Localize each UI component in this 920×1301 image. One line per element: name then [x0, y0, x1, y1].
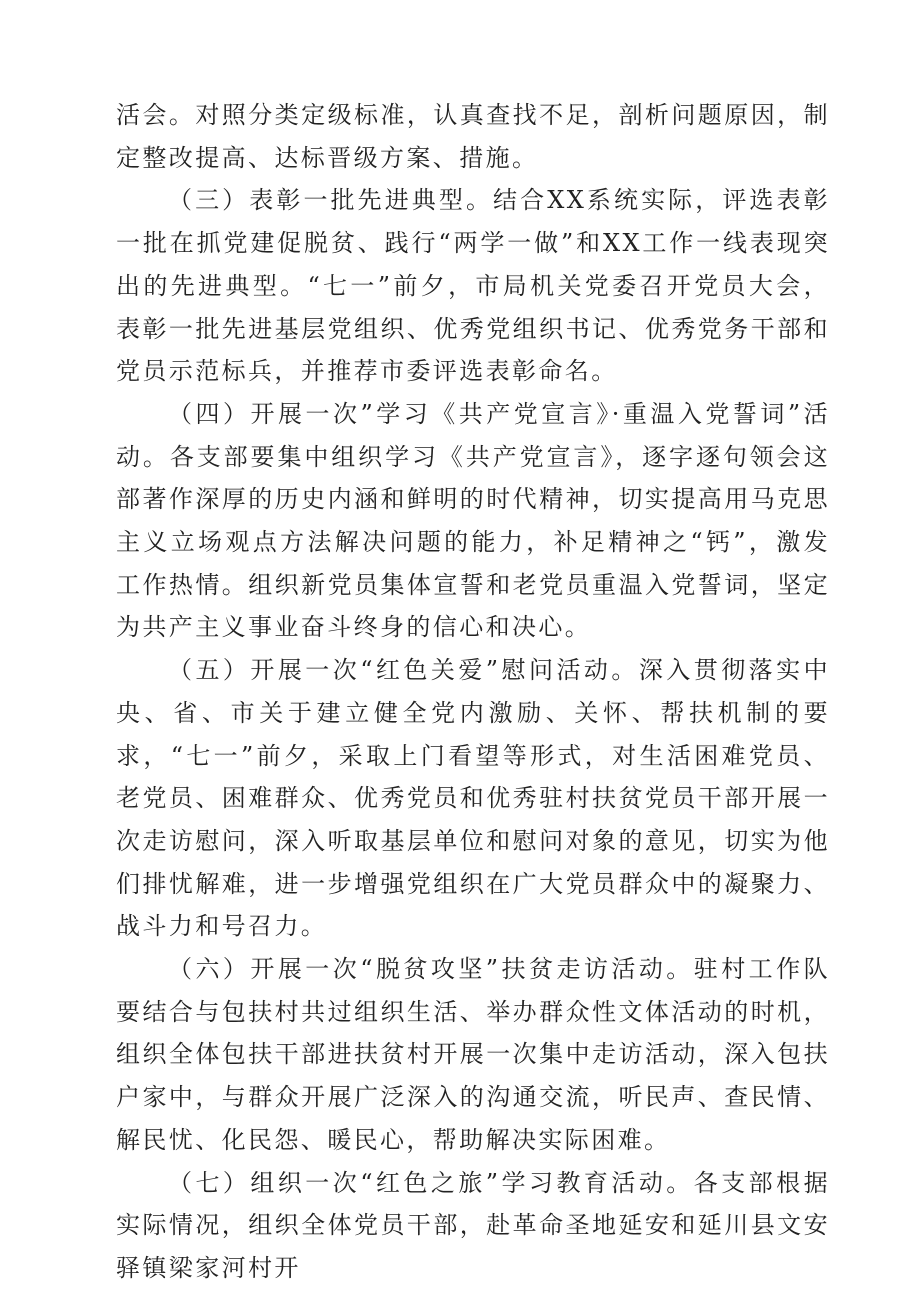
paragraph-section-6: （六）开展一次“脱贫攻坚”扶贫走访活动。驻村工作队要结合与包扶村共过组织生活、举办群众性文体活动的时机，组织全体包扶干部进扶贫村开展一次集中走访活动，深入包扶户家中，与群众开展广泛深入的沟通交流，听民声、查民情、解民忧、化民怨、暖民心，帮助解决实际困难。 — [116, 955, 830, 1154]
paragraph-section-7: （七）组织一次“红色之旅”学习教育活动。各支部根据实际情况，组织全体党员干部，赴革命圣地延安和延川县文安驿镇梁家河村开 — [116, 1168, 830, 1282]
document-body — [116, 94, 830, 1290]
paragraph-section-4: （四）开展一次”学习《共产党宣言》·重温入党誓词”活动。各支部要集中组织学习《共产党宣言》，逐字逐句领会这部著作深厚的历史内涵和鲜明的时代精神，切实提高用马克思主义立场观点方法解决问题的能力，补足精神之“钙”，激发工作热情。组织新党员集体宣誓和老党员重温入党誓词，坚定为共产主义事业奋斗终身的信心和决心。 — [116, 399, 830, 642]
paragraph-section-3: （三）表彰一批先进典型。结合XX系统实际，评选表彰一批在抓党建促脱贫、践行“两学一做”和XX工作一线表现突出的先进典型。“七一”前夕，市局机关党委召开党员大会，表彰一批先进基层党组织、优秀党组织书记、优秀党务干部和党员示范标兵，并推荐市委评选表彰命名。 — [116, 186, 830, 386]
paragraph-continuation: 活会。对照分类定级标准，认真查找不足，剖析问题原因，制定整改提高、达标晋级方案、措施。 — [116, 101, 830, 172]
paragraph-section-5: （五）开展一次“红色关爱”慰问活动。深入贯彻落实中央、省、市关于建立健全党内激励、关怀、帮扶机制的要求，“七一”前夕，采取上门看望等形式，对生活困难党员、老党员、困难群众、优秀党员和优秀驻村扶贫党员干部开展一次走访慰问，深入听取基层单位和慰问对象的意见，切实为他们排忧解难，进一步增强党组织在广大党员群众中的凝聚力、战斗力和号召力。 — [116, 656, 830, 941]
